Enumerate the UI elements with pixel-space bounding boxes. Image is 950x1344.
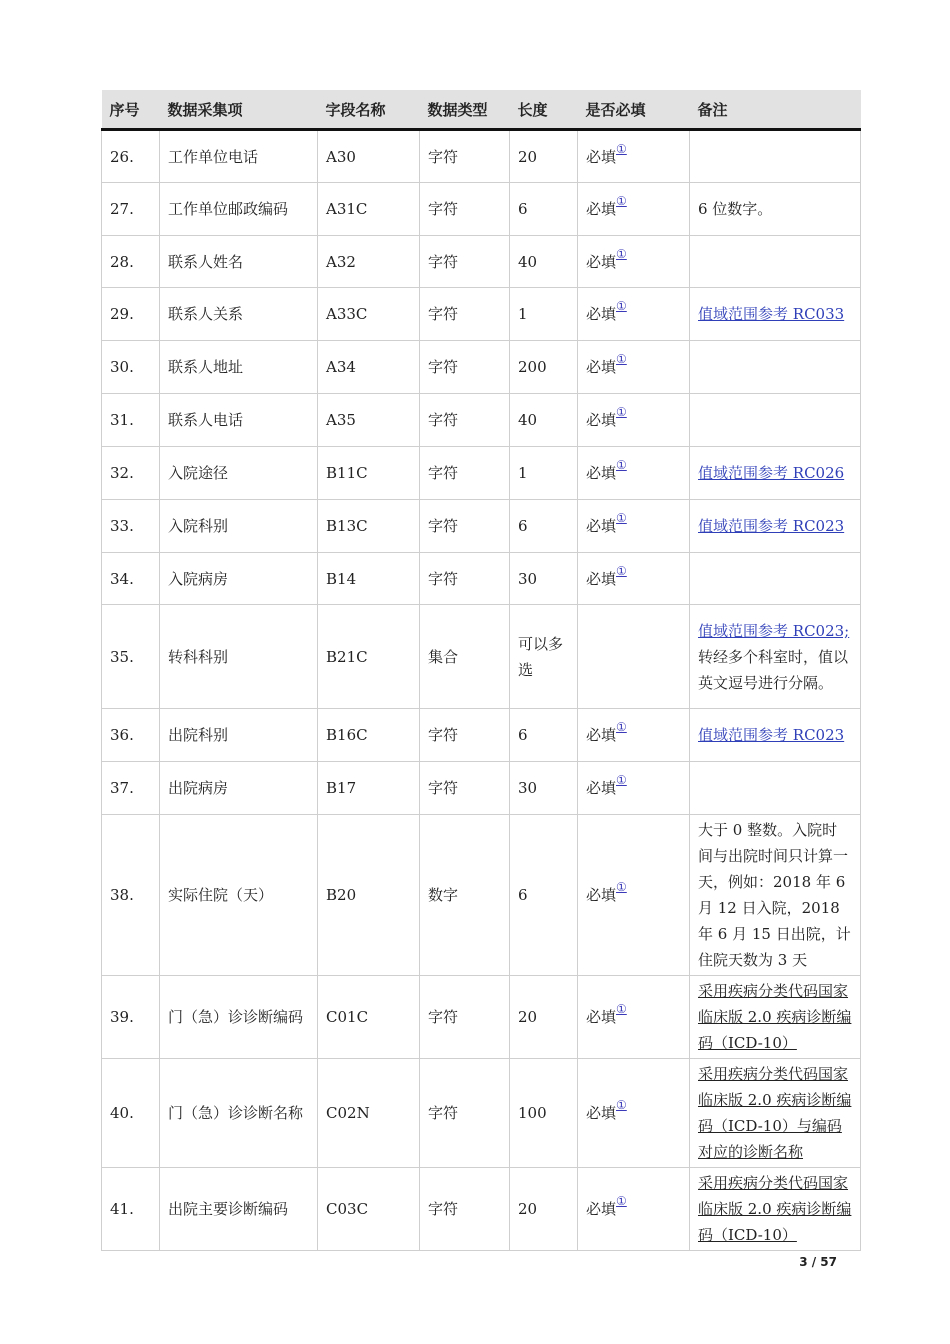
field-name: B14 — [318, 553, 420, 605]
footnote-mark[interactable]: ① — [616, 1002, 627, 1016]
required-flag — [578, 183, 690, 236]
row-number: 37. — [102, 762, 160, 815]
field-length: 200 — [510, 341, 578, 394]
note-text: 6 位数字。 — [698, 200, 773, 218]
data-type: 字符 — [420, 1168, 510, 1251]
footnote-mark[interactable]: ① — [616, 405, 627, 419]
col-header-no: 序号 — [102, 90, 160, 130]
required-flag — [578, 709, 690, 762]
value-range-link[interactable]: 值域范围参考 RC026 — [698, 464, 845, 482]
footnote-mark[interactable]: ① — [616, 299, 627, 313]
field-name: C02N — [318, 1059, 420, 1168]
note-cell — [690, 130, 861, 183]
field-name: B21C — [318, 605, 420, 709]
field-length: 30 — [510, 762, 578, 815]
field-length: 6 — [510, 815, 578, 976]
table-row — [102, 762, 861, 815]
required-text: 必填 — [586, 464, 617, 482]
data-type: 字符 — [420, 288, 510, 341]
required-flag — [578, 976, 690, 1059]
note-cell — [690, 183, 861, 236]
required-text: 必填 — [586, 569, 617, 588]
field-name: B11C — [318, 447, 420, 500]
row-number: 27. — [102, 183, 160, 236]
data-type: 字符 — [420, 130, 510, 183]
note-cell — [690, 976, 861, 1059]
note-text: 大于 0 整数。入院时间与出院时间只计算一天，例如：2018 年 6 月 12 日入院，2018 年 6 月 15 日出院，计住院天数为 3 天 — [698, 821, 851, 969]
data-type: 字符 — [420, 183, 510, 236]
required-text: 必填 — [586, 779, 617, 797]
table-row — [102, 709, 861, 762]
data-type: 集合 — [420, 605, 510, 709]
required-text: 必填 — [586, 726, 617, 744]
field-length: 可以多选 — [510, 605, 578, 709]
required-flag — [578, 553, 690, 605]
value-range-link[interactable]: 值域范围参考 RC033 — [698, 305, 845, 323]
row-number: 40. — [102, 1059, 160, 1168]
data-item-name: 门（急）诊诊断名称 — [160, 1059, 318, 1168]
data-type: 字符 — [420, 1059, 510, 1168]
required-flag — [578, 500, 690, 553]
field-length: 20 — [510, 976, 578, 1059]
data-item-name: 联系人关系 — [160, 288, 318, 341]
footnote-mark[interactable]: ① — [616, 720, 627, 734]
page-number: 3 / 57 — [799, 1255, 837, 1269]
required-flag — [578, 447, 690, 500]
data-type: 字符 — [420, 709, 510, 762]
row-number: 26. — [102, 130, 160, 183]
row-number: 32. — [102, 447, 160, 500]
data-type: 字符 — [420, 394, 510, 447]
col-header-required: 是否必填 — [578, 90, 690, 130]
data-item-name: 联系人地址 — [160, 341, 318, 394]
table-header-row — [102, 90, 861, 130]
note-cell — [690, 394, 861, 447]
footnote-mark[interactable]: ① — [616, 352, 627, 366]
table-row — [102, 976, 861, 1059]
data-type: 字符 — [420, 762, 510, 815]
field-length: 6 — [510, 709, 578, 762]
required-text: 必填 — [586, 305, 617, 323]
note-cell — [690, 500, 861, 553]
table-row — [102, 815, 861, 976]
note-text: 转经多个科室时，值以英文逗号进行分隔。 — [698, 647, 849, 692]
field-length: 30 — [510, 553, 578, 605]
required-flag — [578, 1168, 690, 1251]
table-row — [102, 553, 861, 605]
note-text: 采用疾病分类代码国家临床版 2.0 疾病诊断编码（ICD-10） — [698, 982, 852, 1052]
data-type: 字符 — [420, 500, 510, 553]
row-number: 31. — [102, 394, 160, 447]
value-range-link[interactable]: 值域范围参考 RC023 — [698, 726, 845, 744]
required-flag — [578, 605, 690, 709]
table-row — [102, 183, 861, 236]
required-flag — [578, 394, 690, 447]
required-text: 必填 — [586, 517, 617, 535]
field-length: 40 — [510, 236, 578, 288]
table-row — [102, 236, 861, 288]
row-number: 41. — [102, 1168, 160, 1251]
data-item-name: 出院病房 — [160, 762, 318, 815]
field-length: 1 — [510, 288, 578, 341]
field-name: B13C — [318, 500, 420, 553]
row-number: 39. — [102, 976, 160, 1059]
table-row — [102, 394, 861, 447]
row-number: 34. — [102, 553, 160, 605]
field-name: A35 — [318, 394, 420, 447]
col-header-note: 备注 — [690, 90, 861, 130]
required-text: 必填 — [586, 886, 617, 904]
required-flag — [578, 815, 690, 976]
field-name: A34 — [318, 341, 420, 394]
field-length: 6 — [510, 500, 578, 553]
data-item-name: 工作单位电话 — [160, 130, 318, 183]
footnote-mark[interactable]: ① — [616, 511, 627, 525]
table-row — [102, 605, 861, 709]
row-number: 35. — [102, 605, 160, 709]
footnote-mark[interactable]: ① — [616, 141, 627, 156]
data-type: 字符 — [420, 236, 510, 288]
table-body — [102, 130, 861, 1251]
data-item-name: 实际住院（天） — [160, 815, 318, 976]
note-cell — [690, 1059, 861, 1168]
value-range-link[interactable]: 值域范围参考 RC023 — [698, 517, 845, 535]
note-cell — [690, 815, 861, 976]
value-range-link[interactable]: 值域范围参考 RC023; — [698, 621, 850, 640]
field-name: A30 — [318, 130, 420, 183]
footnote-mark[interactable]: ① — [616, 1098, 627, 1112]
note-cell — [690, 553, 861, 605]
required-text: 必填 — [586, 1104, 617, 1122]
table-row — [102, 447, 861, 500]
required-text: 必填 — [586, 252, 617, 271]
footnote-mark[interactable]: ① — [616, 194, 627, 208]
required-text: 必填 — [586, 200, 617, 218]
col-header-type: 数据类型 — [420, 90, 510, 130]
col-header-length: 长度 — [510, 90, 578, 130]
field-name: C03C — [318, 1168, 420, 1251]
data-type: 数字 — [420, 815, 510, 976]
field-length: 100 — [510, 1059, 578, 1168]
required-flag — [578, 1059, 690, 1168]
footnote-mark[interactable]: ① — [616, 563, 627, 578]
col-header-item: 数据采集项 — [160, 90, 318, 130]
required-text: 必填 — [586, 1200, 617, 1218]
data-item-name: 出院主要诊断编码 — [160, 1168, 318, 1251]
required-flag — [578, 341, 690, 394]
required-flag — [578, 762, 690, 815]
required-text: 必填 — [586, 1008, 617, 1026]
data-type: 字符 — [420, 553, 510, 605]
data-item-name: 入院途径 — [160, 447, 318, 500]
data-item-name: 联系人姓名 — [160, 236, 318, 288]
field-length: 6 — [510, 183, 578, 236]
field-length: 20 — [510, 1168, 578, 1251]
note-text: 采用疾病分类代码国家临床版 2.0 疾病诊断编码（ICD-10）与编码对应的诊断名称 — [698, 1065, 852, 1161]
required-text: 必填 — [586, 147, 617, 166]
field-name: A33C — [318, 288, 420, 341]
data-type: 字符 — [420, 976, 510, 1059]
note-cell — [690, 1168, 861, 1251]
data-type: 字符 — [420, 341, 510, 394]
note-cell — [690, 709, 861, 762]
field-length: 20 — [510, 130, 578, 183]
field-length: 1 — [510, 447, 578, 500]
note-cell — [690, 605, 861, 709]
data-type: 字符 — [420, 447, 510, 500]
note-cell — [690, 288, 861, 341]
data-item-name: 出院科别 — [160, 709, 318, 762]
data-item-name: 入院科别 — [160, 500, 318, 553]
row-number: 33. — [102, 500, 160, 553]
col-header-field: 字段名称 — [318, 90, 420, 130]
table-row — [102, 130, 861, 183]
row-number: 36. — [102, 709, 160, 762]
required-text: 必填 — [586, 411, 617, 429]
table-row — [102, 341, 861, 394]
required-text: 必填 — [586, 358, 617, 376]
required-flag — [578, 236, 690, 288]
footnote-mark[interactable]: ① — [616, 246, 627, 261]
table-row — [102, 1168, 861, 1251]
table-row — [102, 500, 861, 553]
field-name: B16C — [318, 709, 420, 762]
required-flag — [578, 288, 690, 341]
field-name: A32 — [318, 236, 420, 288]
data-item-name: 联系人电话 — [160, 394, 318, 447]
field-name: C01C — [318, 976, 420, 1059]
table-row — [102, 288, 861, 341]
data-item-name: 工作单位邮政编码 — [160, 183, 318, 236]
row-number: 38. — [102, 815, 160, 976]
note-cell — [690, 341, 861, 394]
note-cell — [690, 236, 861, 288]
table-row — [102, 1059, 861, 1168]
field-name: B20 — [318, 815, 420, 976]
row-number: 28. — [102, 236, 160, 288]
field-name: B17 — [318, 762, 420, 815]
field-length: 40 — [510, 394, 578, 447]
note-text: 采用疾病分类代码国家临床版 2.0 疾病诊断编码（ICD-10） — [698, 1174, 852, 1244]
footnote-mark[interactable]: ① — [616, 880, 627, 894]
data-item-name: 入院病房 — [160, 553, 318, 605]
footnote-mark[interactable]: ① — [616, 458, 627, 472]
row-number: 30. — [102, 341, 160, 394]
footnote-mark[interactable]: ① — [616, 1194, 627, 1208]
field-name: A31C — [318, 183, 420, 236]
note-cell — [690, 762, 861, 815]
footnote-mark[interactable]: ① — [616, 773, 627, 787]
note-cell — [690, 447, 861, 500]
row-number: 29. — [102, 288, 160, 341]
required-flag — [578, 130, 690, 183]
data-item-name: 门（急）诊诊断编码 — [160, 976, 318, 1059]
data-items-table — [101, 90, 861, 1251]
data-item-name: 转科科别 — [160, 605, 318, 709]
